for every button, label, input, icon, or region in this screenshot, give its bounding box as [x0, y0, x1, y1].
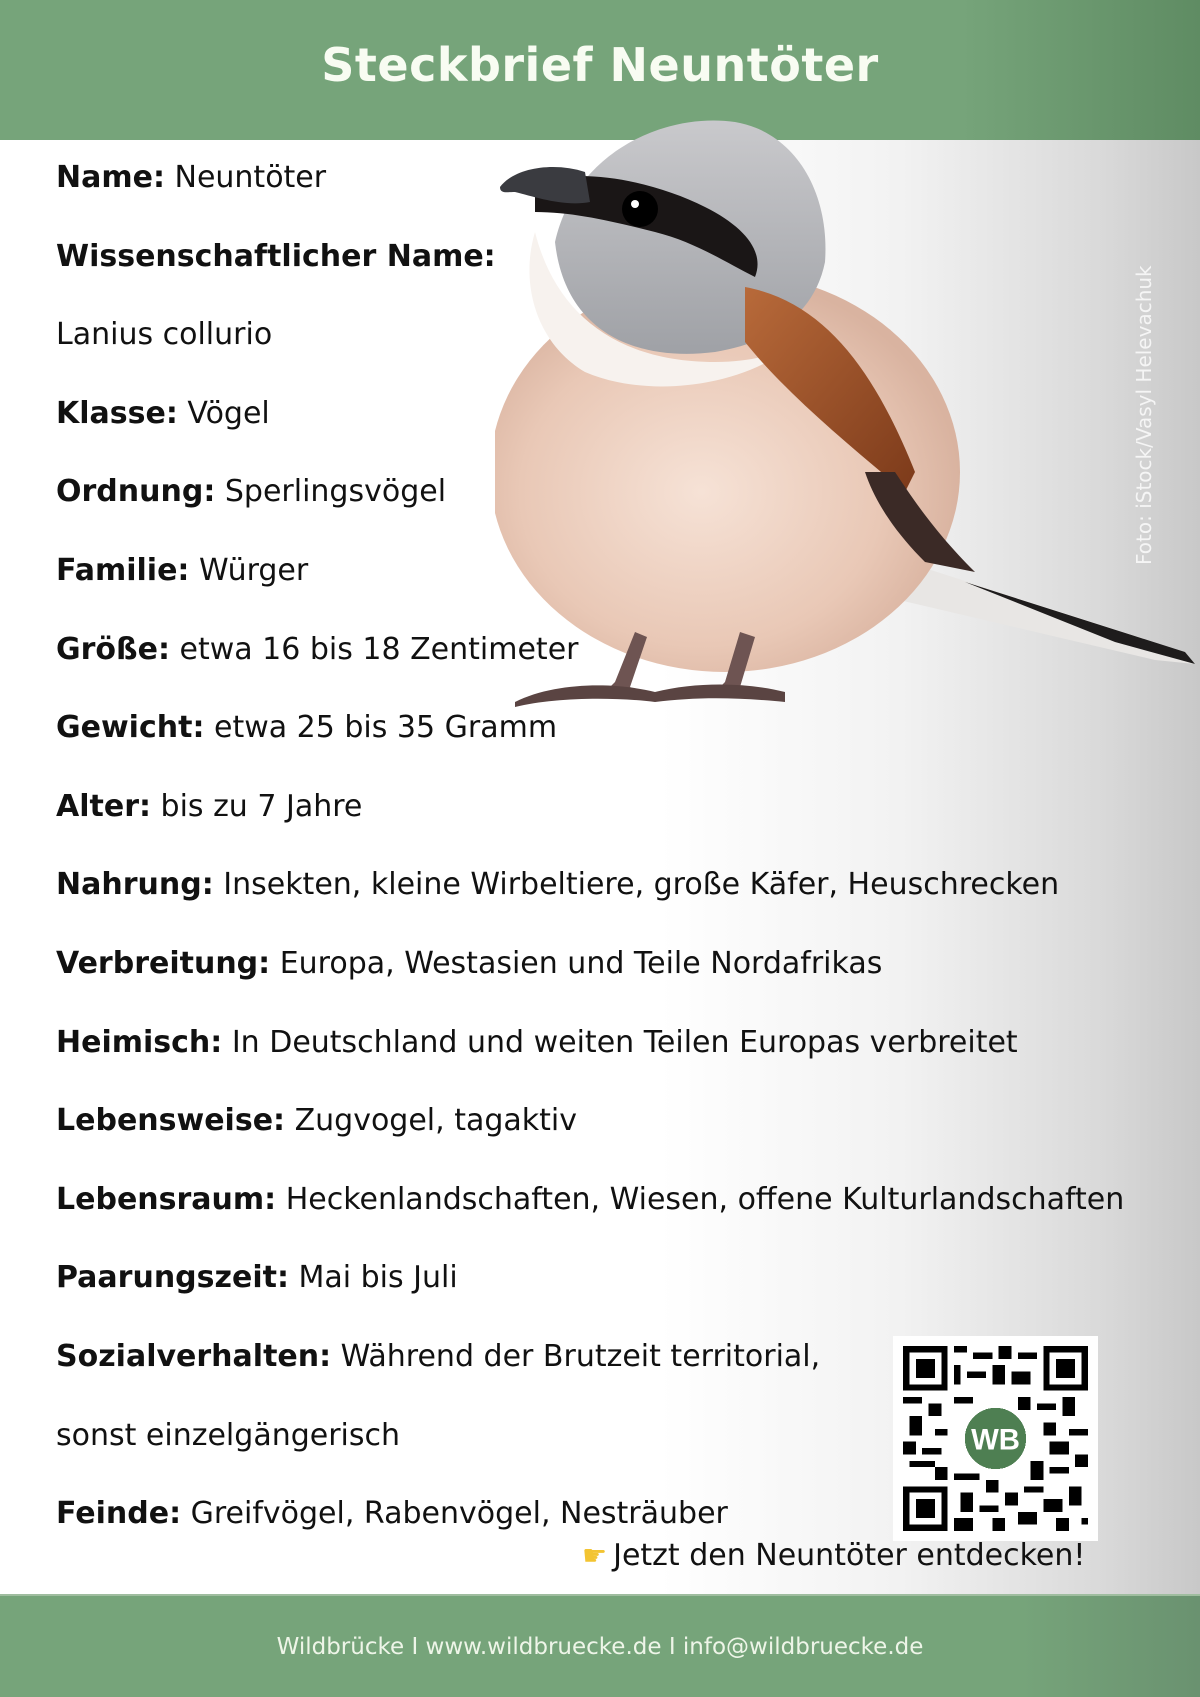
fact-value: Europa, Westasien und Teile Nordafrikas: [270, 945, 883, 981]
fact-order: [56, 462, 1106, 541]
photo-credit: Foto: iStock/Vasyl Helevachuk: [1132, 265, 1156, 565]
fact-label: Lebensraum:: [56, 1181, 277, 1217]
fact-label: Wissenschaftlicher Name:: [56, 238, 496, 274]
facts-list: [56, 148, 1125, 1563]
fact-label: Alter:: [56, 788, 151, 824]
fact-value: Greifvögel, Rabenvögel, Nesträuber: [181, 1496, 728, 1532]
fact-value: bis zu 7 Jahre: [150, 788, 363, 824]
fact-label: Gewicht:: [56, 710, 205, 746]
fact-class: [56, 384, 1106, 463]
fact-value: Heckenlandschaften, Wiesen, offene Kulturlandschaften: [276, 1181, 1125, 1217]
fact-distribution: [56, 934, 1106, 1013]
fact-label: Name:: [56, 160, 165, 195]
footer-banner: [0, 1594, 1200, 1697]
fact-value: Neuntöter: [164, 160, 327, 195]
fact-value: Würger: [189, 552, 309, 588]
fact-value: sonst einzelgängerisch: [56, 1417, 401, 1453]
page-title: Steckbrief Neuntöter: [321, 38, 879, 92]
footer-contact[interactable]: Wildbrücke I www.wildbruecke.de I info@wildbruecke.de: [276, 1633, 924, 1660]
fact-value: Mai bis Juli: [288, 1260, 458, 1296]
fact-name: [56, 148, 1106, 227]
fact-label: Sozialverhalten:: [56, 1338, 332, 1374]
fact-native: [56, 1013, 1106, 1092]
pointing-hand-icon: ☛: [582, 1539, 608, 1572]
qr-logo-text: WB: [971, 1423, 1020, 1457]
fact-label: Größe:: [56, 631, 170, 667]
fact-value: Zugvogel, tagaktiv: [285, 1103, 578, 1139]
cta-text: Jetzt den Neuntöter entdecken!: [613, 1538, 1086, 1573]
fact-social-behavior: [56, 1327, 1106, 1406]
fact-weight: [56, 698, 1106, 777]
fact-social-behavior-cont: [56, 1406, 1106, 1485]
fact-scientific-name-value: [56, 305, 1106, 384]
fact-value: In Deutschland und weiten Teilen Europas verbreitet: [222, 1024, 1018, 1060]
fact-lifestyle: [56, 1091, 1106, 1170]
fact-label: Heimisch:: [56, 1024, 223, 1060]
fact-scientific-name: [56, 227, 1106, 306]
fact-value: Während der Brutzeit territorial,: [331, 1338, 821, 1374]
fact-family: [56, 541, 1106, 620]
fact-size: [56, 620, 1106, 699]
fact-label: Lebensweise:: [56, 1103, 286, 1139]
fact-label: Nahrung:: [56, 867, 214, 903]
fact-label: Klasse:: [56, 395, 178, 431]
fact-value: etwa 16 bis 18 Zentimeter: [169, 631, 579, 667]
fact-value: Vögel: [177, 395, 270, 431]
fact-value: Insekten, kleine Wirbeltiere, große Käfer, Heuschrecken: [213, 867, 1060, 903]
fact-value: etwa 25 bis 35 Gramm: [204, 710, 558, 746]
fact-label: Feinde:: [56, 1496, 182, 1532]
fact-diet: [56, 855, 1106, 934]
fact-enemies: [56, 1484, 1106, 1563]
fact-age: [56, 777, 1106, 856]
fact-label: Verbreitung:: [56, 945, 271, 981]
fact-label: Familie:: [56, 552, 190, 588]
fact-value: Lanius collurio: [56, 317, 273, 353]
fact-mating-season: [56, 1248, 1106, 1327]
fact-habitat: [56, 1170, 1125, 1249]
fact-label: Paarungszeit:: [56, 1260, 289, 1296]
fact-label: Ordnung:: [56, 474, 216, 510]
fact-value: Sperlingsvögel: [215, 474, 447, 510]
